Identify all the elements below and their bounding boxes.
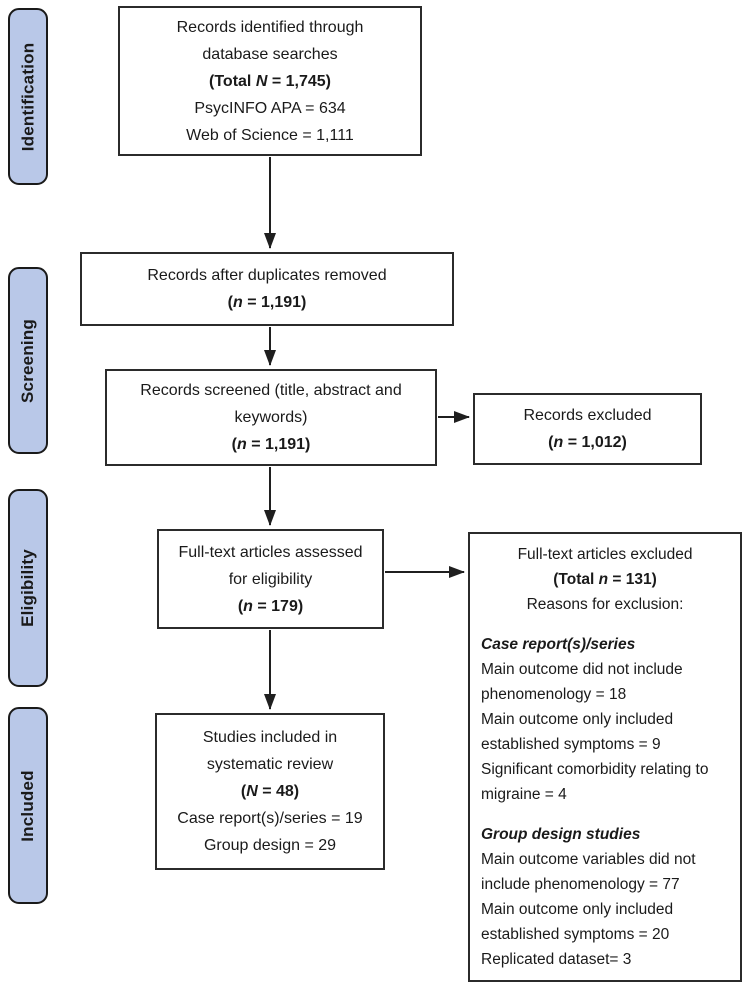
box-text-line: Records after duplicates removed bbox=[147, 267, 387, 284]
stat-prefix: ( bbox=[548, 434, 554, 451]
box-text-line: Records excluded bbox=[523, 407, 652, 424]
box-text-line: Studies included in bbox=[202, 729, 338, 746]
box-records-screened bbox=[105, 369, 437, 466]
stat-line bbox=[481, 567, 729, 592]
exclusion-section-heading: Case report(s)/series bbox=[481, 636, 636, 653]
stat-symbol: N bbox=[246, 783, 258, 800]
box-text-line: Case report(s)/series = 19 bbox=[177, 810, 363, 827]
exclusion-reason: Replicated dataset= 3 bbox=[481, 951, 632, 968]
box-text-line: systematic review bbox=[206, 756, 334, 773]
stat-line bbox=[113, 431, 429, 458]
stat-suffix: = 1,191) bbox=[246, 436, 311, 453]
box-text-line: Full-text articles assessed bbox=[178, 543, 363, 561]
box-text-line: Web of Science = 1,111 bbox=[186, 126, 354, 144]
stage-label: Screening bbox=[18, 318, 37, 403]
stat-suffix: = 131) bbox=[608, 571, 657, 588]
stage-eligibility bbox=[8, 489, 48, 687]
stage-label: Eligibility bbox=[18, 549, 38, 627]
box-text-line: keywords) bbox=[234, 409, 308, 426]
box-text-line: Group design = 29 bbox=[203, 837, 337, 854]
stat-suffix: = 48) bbox=[257, 783, 300, 800]
box-text-line: PsycINFO APA = 634 bbox=[194, 99, 346, 117]
stat-prefix: ( bbox=[227, 294, 233, 311]
stage-label: Included bbox=[18, 769, 37, 842]
stat-suffix: = 1,191) bbox=[242, 294, 307, 311]
stat-suffix: = 179) bbox=[252, 597, 304, 615]
stat-prefix: (Total bbox=[553, 571, 599, 588]
exclusion-reason: Significant comorbidity relating to migraine = 4 bbox=[481, 761, 709, 803]
stat-suffix: = 1,012) bbox=[563, 434, 627, 451]
box-text-line: for eligibility bbox=[228, 570, 313, 588]
stat-line bbox=[88, 289, 446, 316]
stat-symbol: n bbox=[553, 434, 564, 451]
box-text-line: Reasons for exclusion: bbox=[526, 596, 684, 613]
stat-symbol: n bbox=[243, 597, 253, 615]
box-text-line: Full-text articles excluded bbox=[517, 546, 693, 563]
box-duplicates-removed bbox=[80, 252, 454, 326]
stage-included bbox=[8, 707, 48, 904]
stat-symbol: n bbox=[236, 436, 247, 453]
box-fulltext-assessed bbox=[157, 529, 384, 629]
exclusion-reason: Main outcome only included established symptoms = 20 bbox=[481, 901, 674, 943]
stat-symbol: n bbox=[598, 571, 609, 588]
box-studies-included bbox=[155, 713, 385, 870]
stat-line bbox=[126, 68, 414, 95]
exclusion-reason: Main outcome variables did not include phenomenology = 77 bbox=[481, 851, 696, 893]
stat-prefix: ( bbox=[240, 783, 247, 800]
stat-line bbox=[165, 593, 376, 620]
spacer bbox=[481, 807, 729, 822]
stat-prefix: ( bbox=[237, 597, 244, 615]
box-text-line: Records identified through bbox=[176, 18, 364, 36]
box-text-line: database searches bbox=[202, 45, 338, 63]
stat-line bbox=[163, 778, 377, 805]
exclusion-section-heading: Group design studies bbox=[481, 826, 641, 843]
stat-symbol: N bbox=[255, 72, 268, 90]
stat-symbol: n bbox=[232, 294, 243, 311]
box-text-line: Records screened (title, abstract and bbox=[140, 382, 402, 399]
stat-prefix: ( bbox=[231, 436, 237, 453]
exclusion-reason: Main outcome did not include phenomenology = 18 bbox=[481, 661, 683, 703]
stage-identification bbox=[8, 8, 48, 185]
box-fulltext-excluded bbox=[468, 532, 742, 982]
box-records-identified bbox=[118, 6, 422, 156]
exclusion-reason: Main outcome only included established symptoms = 9 bbox=[481, 711, 674, 753]
spacer bbox=[481, 617, 729, 632]
stat-line bbox=[481, 429, 694, 456]
stat-suffix: = 1,745) bbox=[267, 72, 331, 90]
stage-label: Identification bbox=[18, 42, 38, 151]
stat-prefix: (Total bbox=[209, 72, 256, 90]
box-records-excluded bbox=[473, 393, 702, 465]
stage-screening bbox=[8, 267, 48, 454]
